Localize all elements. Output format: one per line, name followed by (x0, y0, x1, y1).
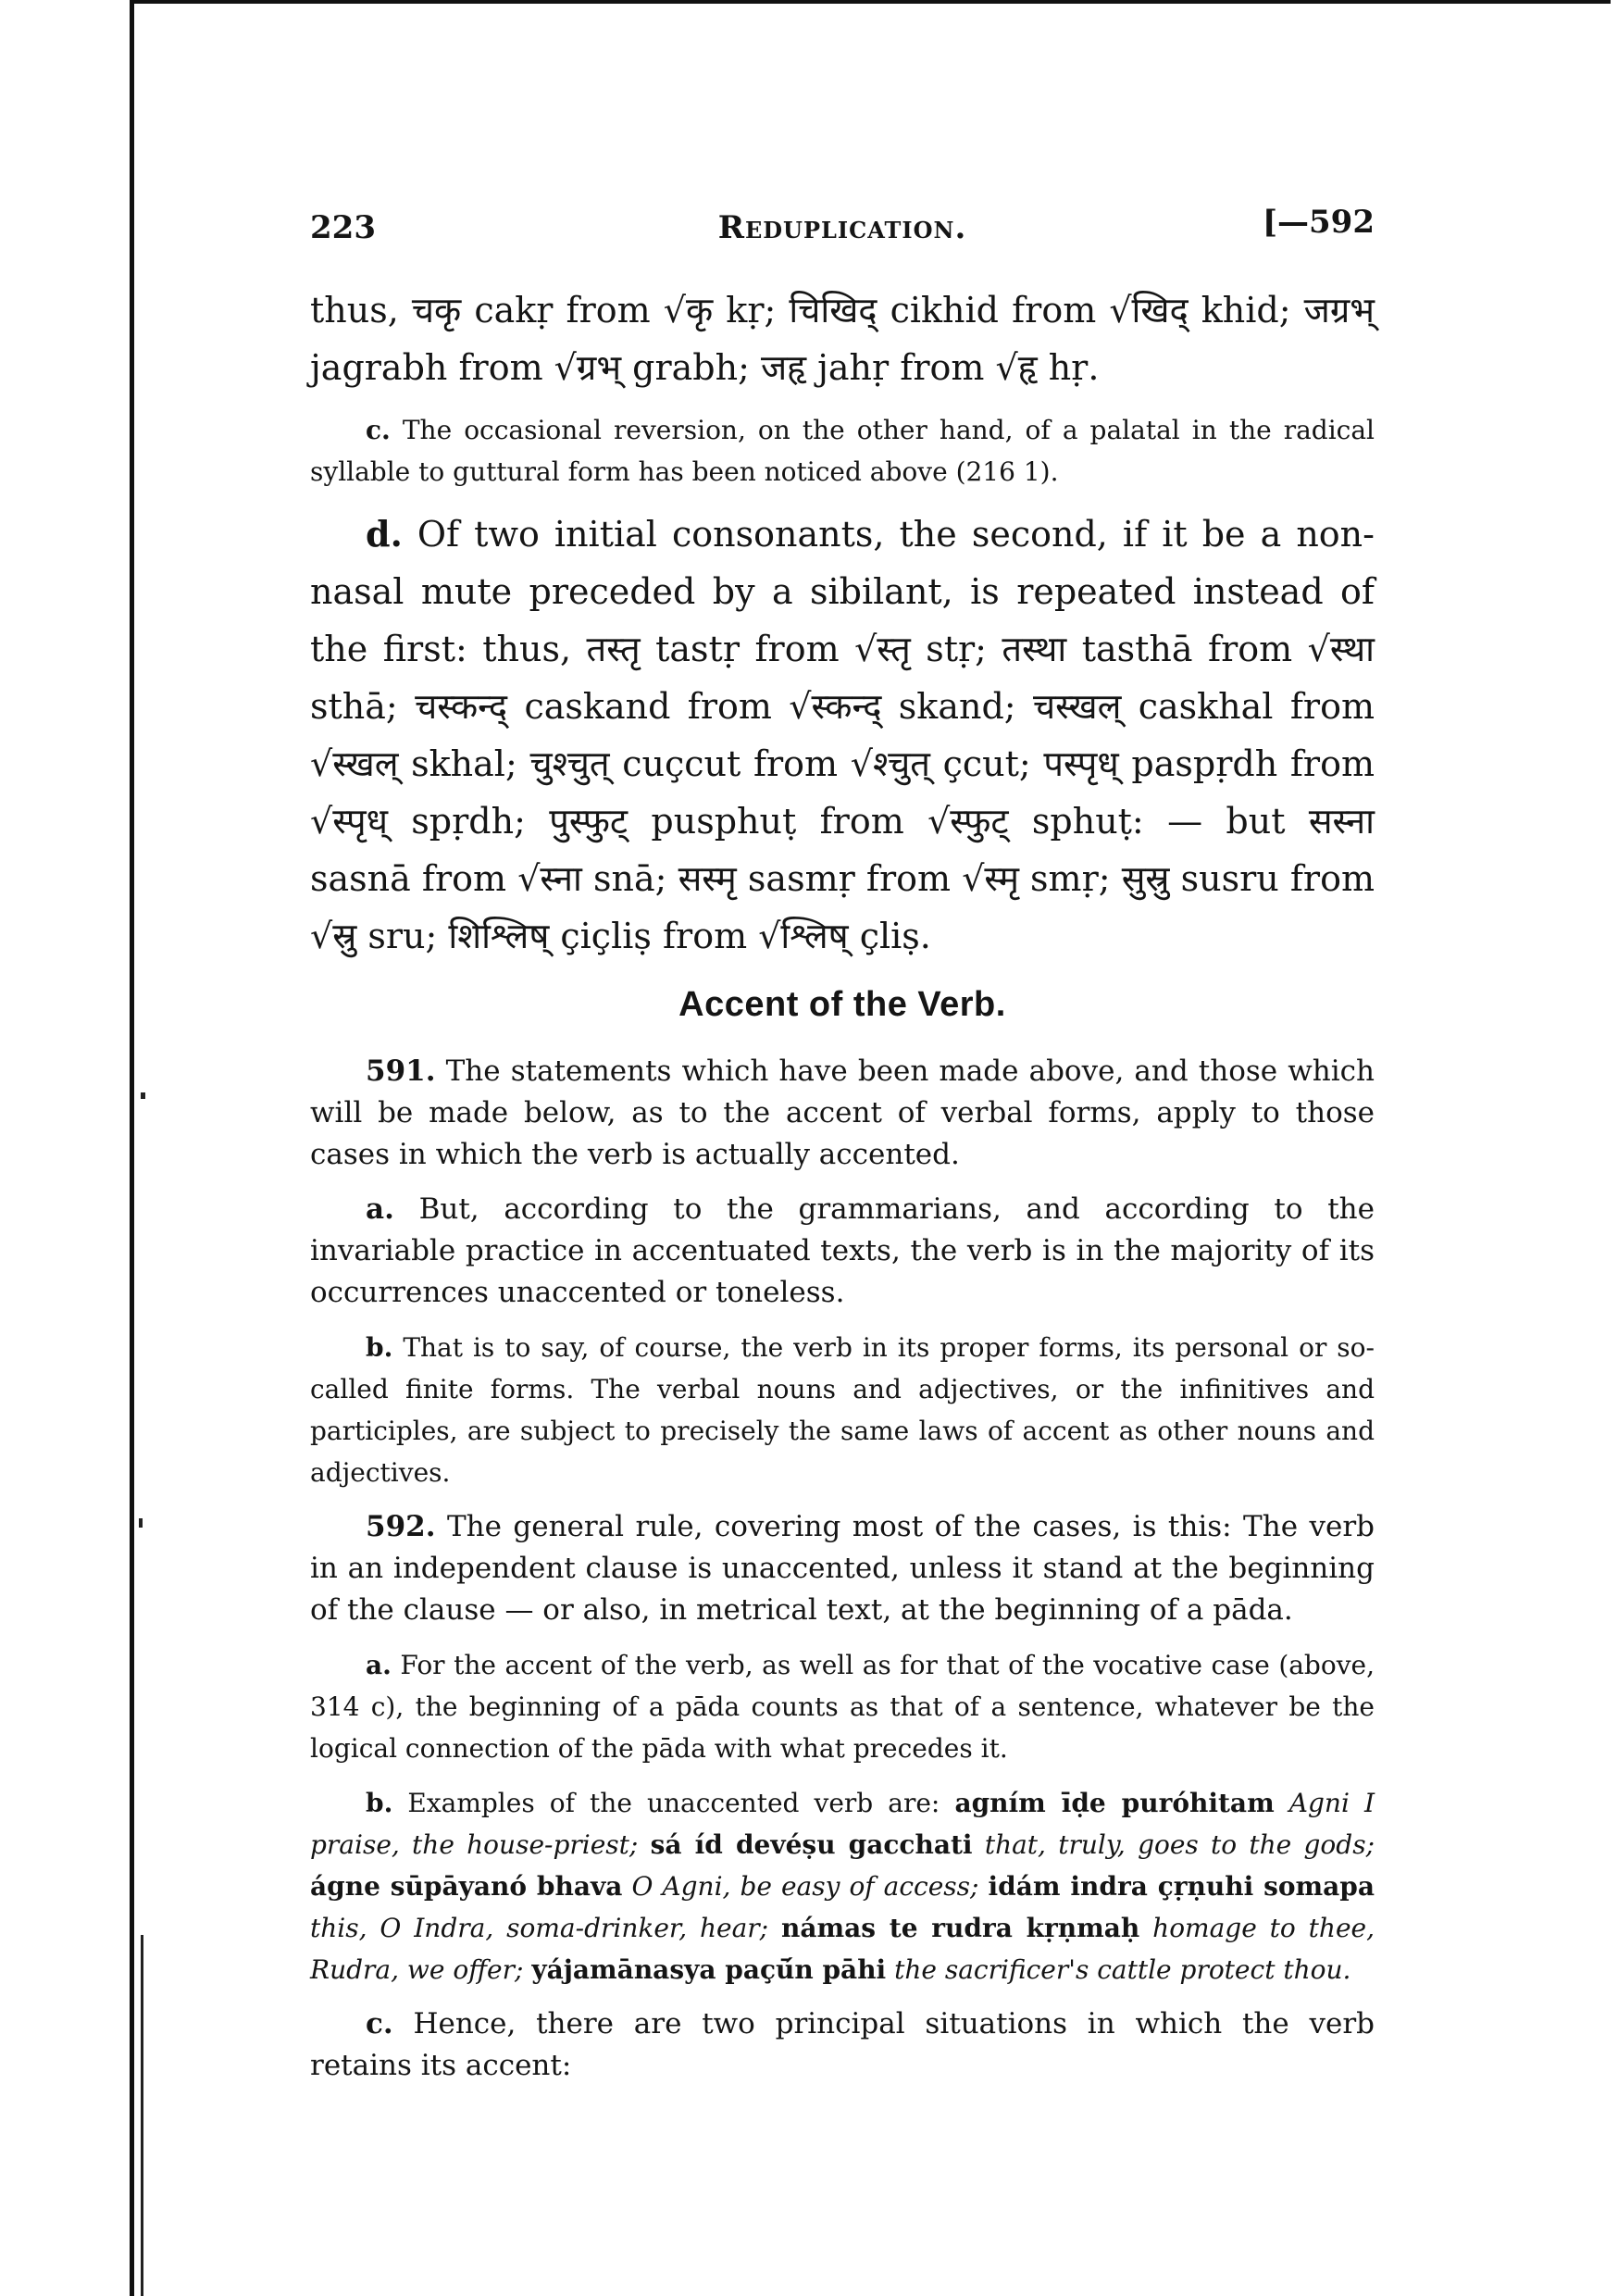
example-translation: homage to thee, Rudra, we offer; (310, 1913, 1375, 1985)
paragraph-592c (310, 2003, 1375, 2087)
sanskrit-example: idám indra çṛṇuhi somapa (988, 1871, 1375, 1902)
paragraph-text: Examples of the unaccented verb are: (407, 1788, 940, 1818)
paragraph-label: 591. (366, 1054, 436, 1088)
section-heading: Accent of the Verb. (678, 985, 1006, 1024)
paragraph-label: c. (366, 2007, 393, 2040)
scan-speck (141, 1092, 145, 1099)
paragraph-text: The general rule, covering most of the cases, is this: The verb in an independent clause is unaccented, unless it stand at the beginning of the clause — or also, in metrical text, at the beginning of a pāda. (310, 1510, 1375, 1627)
sanskrit-example: ágne sūpāyanó bhava (310, 1871, 623, 1902)
paragraph-text: Hence, there are two principal situations in which the verb retains its accent: (310, 2007, 1375, 2082)
example-translation: that, truly, goes to the gods; (984, 1829, 1375, 1860)
paragraph-text: But, according to the grammarians, and according to the invariable practice in accentuated texts, the verb is in the majority of its occurrences unaccented or toneless. (310, 1192, 1375, 1309)
example-translation: Agni I praise, the house-priest; (310, 1788, 1375, 1860)
paragraph-591b (310, 1327, 1375, 1493)
running-title: Reduplication. (717, 209, 967, 246)
paragraph-d (310, 505, 1375, 965)
example-translation: O Agni, be easy of access; (631, 1871, 979, 1902)
sanskrit-example: agním īḍe puróhitam (954, 1788, 1275, 1818)
paragraph-592 (310, 1506, 1375, 1631)
paragraph-592b (310, 1782, 1375, 1990)
paragraph-label: a. (366, 1192, 394, 1226)
example-translation: this, O Indra, soma-drinker, hear; (310, 1913, 769, 1943)
paragraph-591a (310, 1189, 1375, 1314)
paragraph-text: Of two initial consonants, the second, if it be a non-nasal mute preceded by a sibilant, is repeated instead of the first: thus, तस्तृ tastṛ from √स्तृ stṛ; तस्था tasthā from √स्था sthā; चस्कन्द् caskand from √स्कन्द् skand; चस्खल् caskhal from √स्खल् skhal; चुश्चुत् cuçcut from √श्चुत् çcut; पस्पृध् paspṛdh from √स्पृध् spṛdh; पुस्फुट् pusphuṭ from √स्फुट् sphuṭ: — but सस्ना sasnā from √स्ना snā; सस्मृ sasmṛ from √स्मृ smṛ; सुस्रु susru from √स्रु sru; शिश्लिष् çiçliṣ from √श्लिष् çliṣ. (310, 514, 1375, 956)
book-page (310, 204, 1375, 2087)
paragraph-label: b. (366, 1788, 393, 1818)
paragraph-label: c. (366, 415, 391, 445)
paragraph-text: The occasional reversion, on the other hand, of a palatal in the radical syllable to guttural form has been noticed above (216 1). (310, 415, 1375, 487)
paragraph-text: For the accent of the verb, as well as for that of the vocative case (above, 314 c), the beginning of a pāda counts as that of a sentence, whatever be the logical connection of the pāda with what precedes it. (310, 1650, 1375, 1764)
paragraph-text: The statements which have been made above, and those which will be made below, as to the accent of verbal forms, apply to those cases in which the verb is actually accented. (310, 1054, 1375, 1171)
running-header (310, 204, 1375, 268)
paragraph-label: b. (366, 1332, 393, 1363)
sanskrit-example: sá íd devéṣu gacchati (650, 1829, 973, 1860)
paragraph-c (310, 409, 1375, 493)
section-reference: [—592 (1262, 204, 1375, 241)
sanskrit-example: námas te rudra kṛṇmaḥ (781, 1913, 1140, 1943)
paragraph-text: That is to say, of course, the verb in its proper forms, its personal or so-called finite forms. The verbal nouns and adjectives, or the infinitives and participles, are subject to precisely the same laws of accent as other nouns and adjectives. (310, 1332, 1375, 1488)
paragraph-592a (310, 1644, 1375, 1769)
paragraph-label: 592. (366, 1510, 436, 1543)
page-number: 223 (310, 209, 376, 246)
sanskrit-example: yájamānasya paçū́n pāhi (531, 1954, 887, 1985)
paragraph-label: a. (366, 1650, 392, 1680)
paragraph-label: d. (366, 513, 403, 555)
page-top-edge (130, 0, 1611, 4)
scan-speck (139, 1518, 143, 1528)
example-translation: the sacrificer's cattle protect thou. (894, 1954, 1351, 1985)
page-left-edge (130, 0, 134, 2296)
paragraph-thus-examples: thus, चकृ cakṛ from √कृ kṛ; चिखिद् cikhid from √खिद् khid; जग्रभ् jagrabh from √ग्रभ् grabh; जहृ jahṛ from √हृ hṛ. (310, 290, 1375, 388)
paragraph-591 (310, 1051, 1375, 1176)
scan-shadow-line (141, 1935, 143, 2296)
